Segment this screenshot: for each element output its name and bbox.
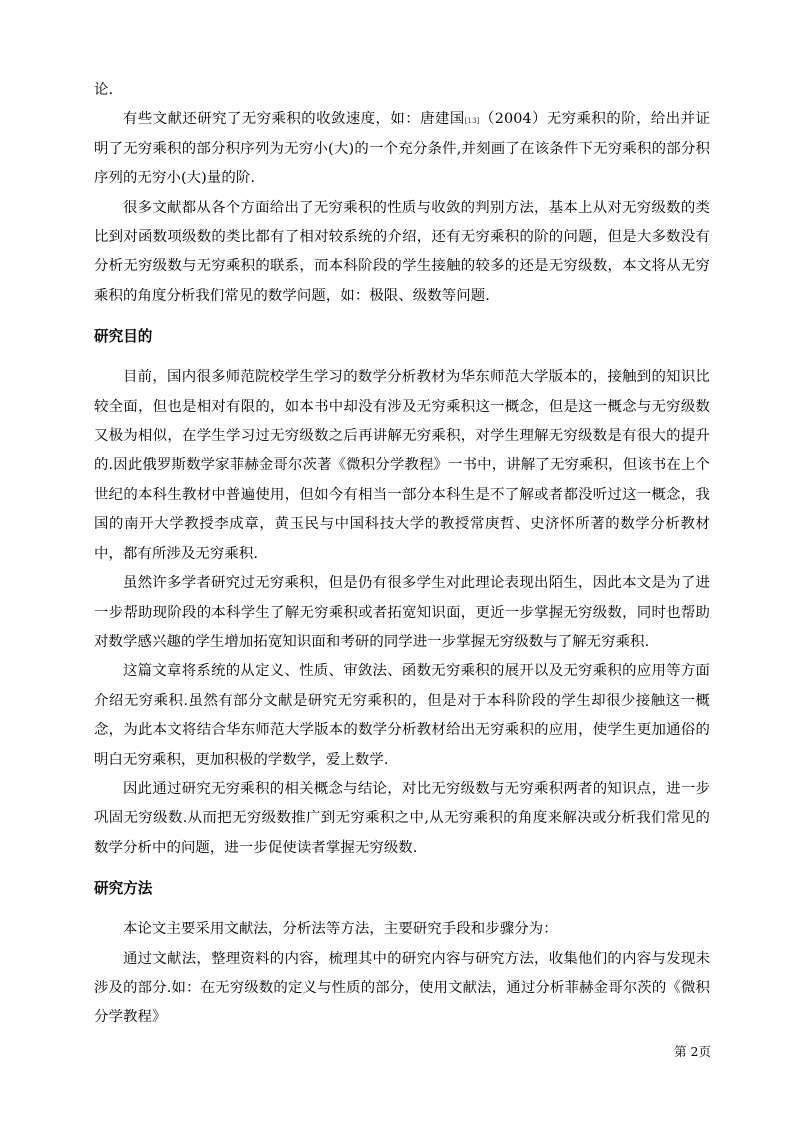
section-heading-purpose: 研究目的 bbox=[94, 328, 153, 346]
paragraph-purpose-3: 这篇文章将系统的从定义、性质、审敛法、函数无穷乘积的展开以及无穷乘积的应用等方面介绍无穷乘积.虽然有部分文献是研究无穷乘积的，但是对于本科阶段的学生却很少接触这一概念，为此本文将结合华东师范大学版本的数学分析教材给出无穷乘积的应用，使学生更加通俗的明白无穷乘积，更加积极的学数学，爱上数学. bbox=[94, 663, 710, 768]
page-number: 第 2页 bbox=[674, 1044, 711, 1059]
paragraph-text: 有些文献还研究了无穷乘积的收敛速度，如：唐建国 bbox=[123, 111, 465, 128]
paragraph-method-1: 本论文主要采用文献法，分析法等方法，主要研究手段和步骤分为： bbox=[123, 921, 558, 938]
paragraph-continuation: 论. bbox=[94, 82, 114, 98]
paragraph-purpose-4: 因此通过研究无穷乘积的相关概念与结论，对比无穷级数与无穷乘积两者的知识点，进一步巩固无穷级数.从而把无穷级数推广到无穷乘积之中,从无穷乘积的角度来解决或分析我们常见的数学分析中的问题，进一步促使读者掌握无穷级数. bbox=[94, 780, 710, 856]
paragraph-purpose-1: 目前，国内很多师范院校学生学习的数学分析教材为华东师范大学版本的，接触到的知识比较全面，但也是相对有限的，如本书中却没有涉及无穷乘积这一概念，但是这一概念与无穷级数又极为相似，在学生学习过无穷级数之后再讲解无穷乘积，对学生理解无穷级数是有很大的提升的.因此俄罗斯数学家菲赫金哥尔茨著《微积分学教程》一书中，讲解了无穷乘积，但该书在上个世纪的本科生教材中普遍使用，但如今有相当一部分本科生是不了解或者都没听过这一概念，我国的南开大学教授李成章，黄玉民与中国科技大学的教授常庚哲、史济怀所著的数学分析教材中，都有所涉及无穷乘积. bbox=[94, 369, 710, 562]
section-heading-method: 研究方法 bbox=[94, 880, 153, 898]
paragraph-method-2: 通过文献法，整理资料的内容，梳理其中的研究内容与研究方法，收集他们的内容与发现未涉及的部分.如：在无穷级数的定义与性质的部分，使用文献法，通过分析菲赫金哥尔茨的《微积分学教程》 bbox=[94, 950, 710, 1026]
paragraph-text: （2004）无穷乘积的阶，给出并证明了无穷乘积的部分积序列为无穷小(大)的一个充分条件,并刻画了在该条件下无穷乘积的部分积序列的无穷小(大)量的阶. bbox=[94, 111, 710, 187]
paragraph-purpose-2: 虽然许多学者研究过无穷乘积，但是仍有很多学生对此理论表现出陌生，因此本文是为了进一步帮助现阶段的本科学生了解无穷乘积或者拓宽知识面，更近一步掌握无穷级数，同时也帮助对数学感兴趣的学生增加拓宽知识面和考研的同学进一步掌握无穷级数与了解无穷乘积. bbox=[94, 575, 710, 650]
paragraph-literature-summary: 很多文献都从各个方面给出了无穷乘积的性质与收敛的判别方法，基本上从对无穷级数的类比到对函数项级数的类比都有了相对较系统的介绍，还有无穷乘积的阶的问题，但是大多数没有分析无穷级数与无穷乘积的联系，而本科阶段的学生接触的较多的还是无穷级数，本文将从无穷乘积的角度分析我们常见的数学问题，如：极限、级数等问题. bbox=[94, 199, 710, 304]
page-content bbox=[94, 76, 710, 1033]
paragraph-convergence-rate bbox=[94, 105, 710, 193]
citation-ref: [13] bbox=[464, 117, 480, 126]
